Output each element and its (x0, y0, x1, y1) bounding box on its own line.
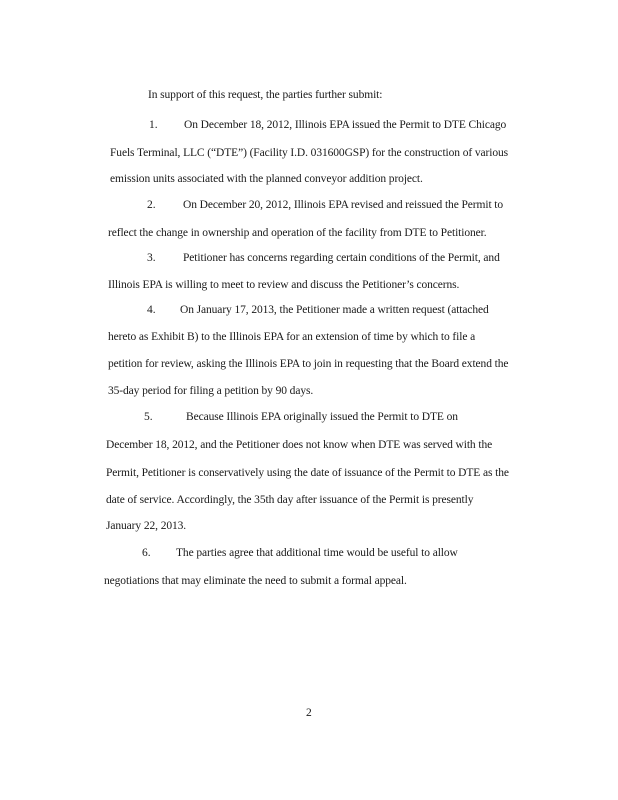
paragraph-1-line-1: On December 18, 2012, Illinois EPA issued the Permit to DTE Chicago (184, 119, 507, 131)
intro-text: In support of this request, the parties further submit: (148, 89, 383, 101)
paragraph-4-line-1: On January 17, 2013, the Petitioner made a written request (attached (180, 304, 489, 316)
paragraph-3-line-1: Petitioner has concerns regarding certain conditions of the Permit, and (183, 252, 500, 264)
paragraph-5-line-3: Permit, Petitioner is conservatively using the date of issuance of the Permit to DTE as the (106, 467, 509, 479)
paragraph-6-number: 6. (142, 547, 151, 559)
paragraph-5-line-4: date of service. Accordingly, the 35th day after issuance of the Permit is presently (106, 494, 474, 506)
paragraph-6-line-1: The parties agree that additional time would be useful to allow (176, 547, 458, 559)
paragraph-1-number: 1. (149, 119, 158, 131)
paragraph-2-line-1: On December 20, 2012, Illinois EPA revised and reissued the Permit to (183, 199, 504, 211)
paragraph-5-line-2: December 18, 2012, and the Petitioner does not know when DTE was served with the (106, 439, 493, 451)
paragraph-5-line-1: Because Illinois EPA originally issued the Permit to DTE on (186, 411, 458, 423)
paragraph-4-line-4: 35-day period for filing a petition by 90 days. (108, 385, 314, 397)
paragraph-5-line-5: January 22, 2013. (106, 520, 187, 532)
page-number: 2 (306, 707, 312, 719)
paragraph-4-line-3: petition for review, asking the Illinois EPA to join in requesting that the Board extend the (108, 358, 509, 370)
paragraph-6-line-2: negotiations that may eliminate the need to submit a formal appeal. (104, 575, 407, 587)
paragraph-4-number: 4. (147, 304, 156, 316)
paragraph-4-line-2: hereto as Exhibit B) to the Illinois EPA for an extension of time by which to file a (108, 331, 476, 343)
paragraph-1-line-2: Fuels Terminal, LLC (“DTE”) (Facility I.D. 031600GSP) for the construction of various (110, 147, 509, 159)
paragraph-1-line-3: emission units associated with the planned conveyor addition project. (110, 173, 423, 185)
paragraph-2-number: 2. (147, 199, 156, 211)
paragraph-3-line-2: Illinois EPA is willing to meet to review and discuss the Petitioner’s concerns. (108, 279, 460, 291)
paragraph-3-number: 3. (147, 252, 156, 264)
paragraph-5-number: 5. (144, 411, 153, 423)
paragraph-2-line-2: reflect the change in ownership and operation of the facility from DTE to Petitioner. (108, 227, 487, 239)
